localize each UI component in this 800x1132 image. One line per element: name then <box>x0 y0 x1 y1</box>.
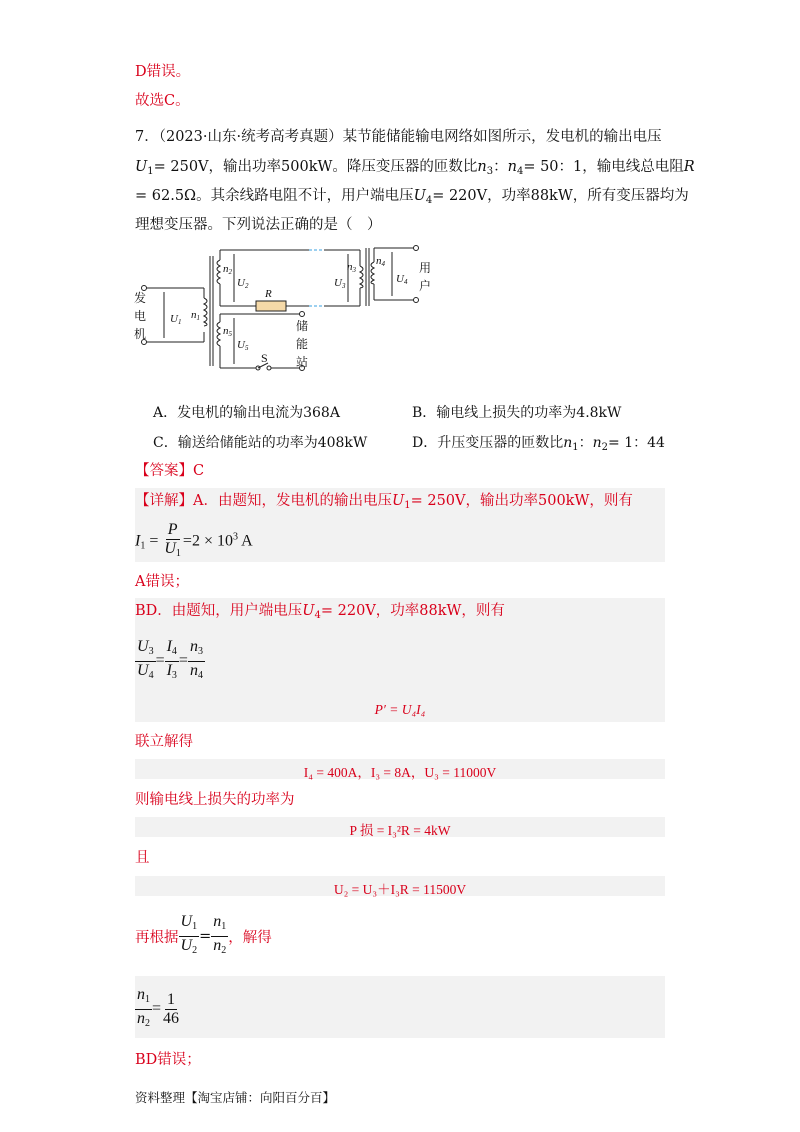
choose-c-text: 故选C。 <box>135 93 190 109</box>
bd-head: BD．由题知，用户端电压 <box>135 603 303 619</box>
circuit-diagram <box>134 242 434 374</box>
gen-label-1: 发 <box>134 291 147 305</box>
svg-text:U3 <box>334 277 346 290</box>
eq2-f2-den: I <box>166 662 172 679</box>
svg-text:U5 <box>237 339 249 352</box>
question-line-1: 7．（2023·山东·统考高考真题）某节能储能输电网络如图所示，发电机的输出电压 <box>135 129 662 145</box>
q-r: R <box>683 159 695 175</box>
q-u1-sub: 1 <box>147 166 154 177</box>
detail-line <box>135 491 633 516</box>
svg-text:U2 <box>237 277 249 290</box>
equation-2: $\frac{U_3}{U_4}$ = $\frac{I_4}{I_3}$ = $\frac{n_3}{n_4}$ <box>135 638 205 685</box>
eq2-frac-3 <box>188 638 205 685</box>
equation-4: I₄ = 400A，I₃ = 8A，U₃ = 11000V <box>303 765 497 780</box>
detail-u: U <box>391 493 405 509</box>
q-u4-sub: 4 <box>425 195 433 206</box>
label-u3: U <box>334 277 342 289</box>
option-d[interactable] <box>412 433 665 458</box>
label-n5: n <box>223 325 229 337</box>
q-u1: U <box>135 159 148 175</box>
loss-text: 则输电线上损失的功率为 <box>135 792 295 808</box>
detail-head: 【详解】A．由题知，发电机的输出电压 <box>135 493 392 509</box>
label-u5-sub: 5 <box>244 344 249 352</box>
label-s: S <box>261 351 268 365</box>
option-d-n1: n <box>563 435 573 451</box>
eq2-f3-num: n <box>189 638 198 655</box>
eq1-lhs-sub: 1 <box>140 540 146 552</box>
eq2-f3-den-sub: 4 <box>197 670 203 681</box>
question-line-2 <box>135 157 695 182</box>
bd-tail: = 220V，功率88kW，则有 <box>320 603 505 619</box>
label-n3-sub: 3 <box>352 266 356 274</box>
eq1-rhs: =2 × 10 <box>182 532 233 550</box>
equation-3: P′ = U₄I₄ <box>374 702 426 717</box>
q-u4: U <box>413 188 426 204</box>
eq1-den: U <box>164 540 176 557</box>
label-u4: U <box>396 273 404 285</box>
again-f2-num-sub: 1 <box>221 921 227 932</box>
label-r: R <box>265 288 272 300</box>
label-u1-sub: 1 <box>177 318 182 326</box>
user-label-2: 户 <box>419 279 432 293</box>
label-u5: U <box>237 339 245 351</box>
label-u3-sub: 3 <box>341 282 346 290</box>
again-frac-2 <box>211 913 228 960</box>
option-a[interactable]: A．发电机的输出电流为368A <box>153 405 340 421</box>
bd-u-sub: 4 <box>314 610 321 621</box>
q-n4-sub: 4 <box>516 166 524 177</box>
eq1-rhs-sup: 3 <box>232 531 238 543</box>
eq7-num: n <box>137 986 145 1003</box>
again-f2-num: n <box>213 913 222 930</box>
eq2-f2-den-sub: 3 <box>171 670 177 681</box>
q-n3: n <box>477 159 487 175</box>
eq1-unit: A <box>237 532 253 550</box>
eq1-lhs: I <box>135 532 141 550</box>
eq7-rden: 46 <box>163 1010 180 1027</box>
q-n4: n <box>507 159 517 175</box>
resistor-r <box>256 301 286 311</box>
and-text: 且 <box>135 850 150 866</box>
d-wrong-text: D错误。 <box>135 64 191 80</box>
again-line: 再根据 $\frac{U_1}{U_2}$ = $\frac{n_1}{n_2}$ ，解得 <box>135 913 272 960</box>
eq7-frac-1 <box>135 986 152 1033</box>
label-n1-sub: 1 <box>196 314 200 322</box>
label-u4-sub: 4 <box>403 278 408 286</box>
again-tail: ，解得 <box>228 930 272 946</box>
eq2-f2-num-sub: 4 <box>171 646 177 657</box>
eq7-den: n <box>137 1010 145 1027</box>
label-n1: n <box>191 309 197 321</box>
eq7-shade <box>135 976 665 1038</box>
a-wrong-text: A错误； <box>135 574 189 590</box>
detail-u-sub: 1 <box>404 500 411 511</box>
q-text-d: = 220V，功率88kW，所有变压器均为 <box>432 188 689 204</box>
eq7-frac-2 <box>161 991 181 1028</box>
option-b[interactable]: B．输电线上损失的功率为4.8kW <box>412 405 622 421</box>
equation-5: P 损 = I₃²R = 4kW <box>349 823 451 838</box>
svg-text:U4 <box>396 273 408 286</box>
option-d-colon: ： <box>578 435 593 451</box>
combine-text: 联立解得 <box>135 734 193 750</box>
label-u2-sub: 2 <box>244 282 249 290</box>
answer-label: 【答案】C <box>135 463 205 479</box>
eq2-f3-num-sub: 3 <box>197 646 203 657</box>
bd-line <box>135 601 505 626</box>
label-n3: n <box>347 261 353 273</box>
bd-wrong-text: BD错误； <box>135 1052 201 1068</box>
label-u1: U <box>170 313 178 325</box>
svg-text:n1 <box>191 309 200 322</box>
svg-text:n4 <box>376 255 386 268</box>
option-d-n1-sub: 1 <box>572 442 579 453</box>
q-text-b: = 50：1，输电线总电阻 <box>523 159 684 175</box>
storage-label-1: 储 <box>296 319 309 333</box>
storage-label-2: 能 <box>296 337 309 351</box>
detail-tail: = 250V，输出功率500kW，则有 <box>410 493 633 509</box>
bd-u: U <box>302 603 315 619</box>
again-head: 再根据 <box>135 930 179 946</box>
q-colon: ： <box>493 159 508 175</box>
eq1-fraction <box>162 521 183 563</box>
eq2-f1-den: U <box>137 662 149 679</box>
eq2-f2-num: I <box>166 638 172 655</box>
eq7-rnum: 1 <box>167 991 176 1008</box>
q-text-c: = 62.5Ω。其余线路电阻不计，用户端电压 <box>135 188 414 204</box>
option-d-n2: n <box>592 435 602 451</box>
again-f1-den-sub: 2 <box>192 945 198 956</box>
q-text-a: = 250V，输出功率500kW。降压变压器的匝数比 <box>153 159 478 175</box>
again-frac-1 <box>179 913 200 960</box>
option-d-ratio: = 1：44 <box>608 435 665 451</box>
label-u2: U <box>237 277 245 289</box>
storage-label-3: 站 <box>296 355 309 369</box>
gen-label-3: 机 <box>134 327 147 341</box>
gen-label-2: 电 <box>134 309 147 323</box>
equation-1: $I_1$ = $\frac{P}{U_1}$ $=2 \times 10^3$ A <box>135 521 253 563</box>
eq7-num-sub: 1 <box>145 994 150 1005</box>
label-n2-sub: 2 <box>228 268 232 276</box>
svg-text:n3 <box>347 261 357 274</box>
eq2-frac-1 <box>135 638 156 685</box>
label-n4: n <box>376 255 382 267</box>
question-line-4: 理想变压器。下列说法正确的是（ ） <box>135 217 382 233</box>
footer-text: 资料整理【淘宝店铺：向阳百分百】 <box>135 1090 336 1105</box>
label-n4-sub: 4 <box>381 260 385 268</box>
svg-text:U1 <box>170 313 181 326</box>
option-d-text: D．升压变压器的匝数比 <box>412 435 564 451</box>
svg-text:n2 <box>223 263 233 276</box>
eq1-num: P <box>167 521 178 538</box>
again-f1-num-sub: 1 <box>192 921 198 932</box>
again-f2-den: n <box>213 937 222 954</box>
again-f1-num: U <box>180 913 193 930</box>
user-label-1: 用 <box>419 261 432 275</box>
again-f2-den-sub: 2 <box>221 945 227 956</box>
equation-6: U₂ = U₃＋I₃R = 11500V <box>333 882 467 897</box>
svg-text:n5 <box>223 325 233 338</box>
eq2-f1-num: U <box>137 638 149 655</box>
q-n3-sub: 3 <box>486 166 494 177</box>
eq2-f1-num-sub: 3 <box>148 646 154 657</box>
eq2-f3-den: n <box>189 662 198 679</box>
option-c[interactable]: C．输送给储能站的功率为408kW <box>153 435 368 451</box>
label-n2: n <box>223 263 229 275</box>
label-n5-sub: 5 <box>228 330 232 338</box>
question-line-3 <box>135 186 689 211</box>
again-f1-den: U <box>180 937 193 954</box>
equation-7: $\frac{n_1}{n_2}$ = $\frac{1}{46}$ <box>135 986 181 1033</box>
eq7-den-sub: 2 <box>145 1018 150 1029</box>
eq1-den-sub: 1 <box>175 548 181 559</box>
eq2-frac-2 <box>165 638 179 685</box>
eq2-f1-den-sub: 4 <box>148 670 154 681</box>
option-d-n2-sub: 2 <box>601 442 609 453</box>
